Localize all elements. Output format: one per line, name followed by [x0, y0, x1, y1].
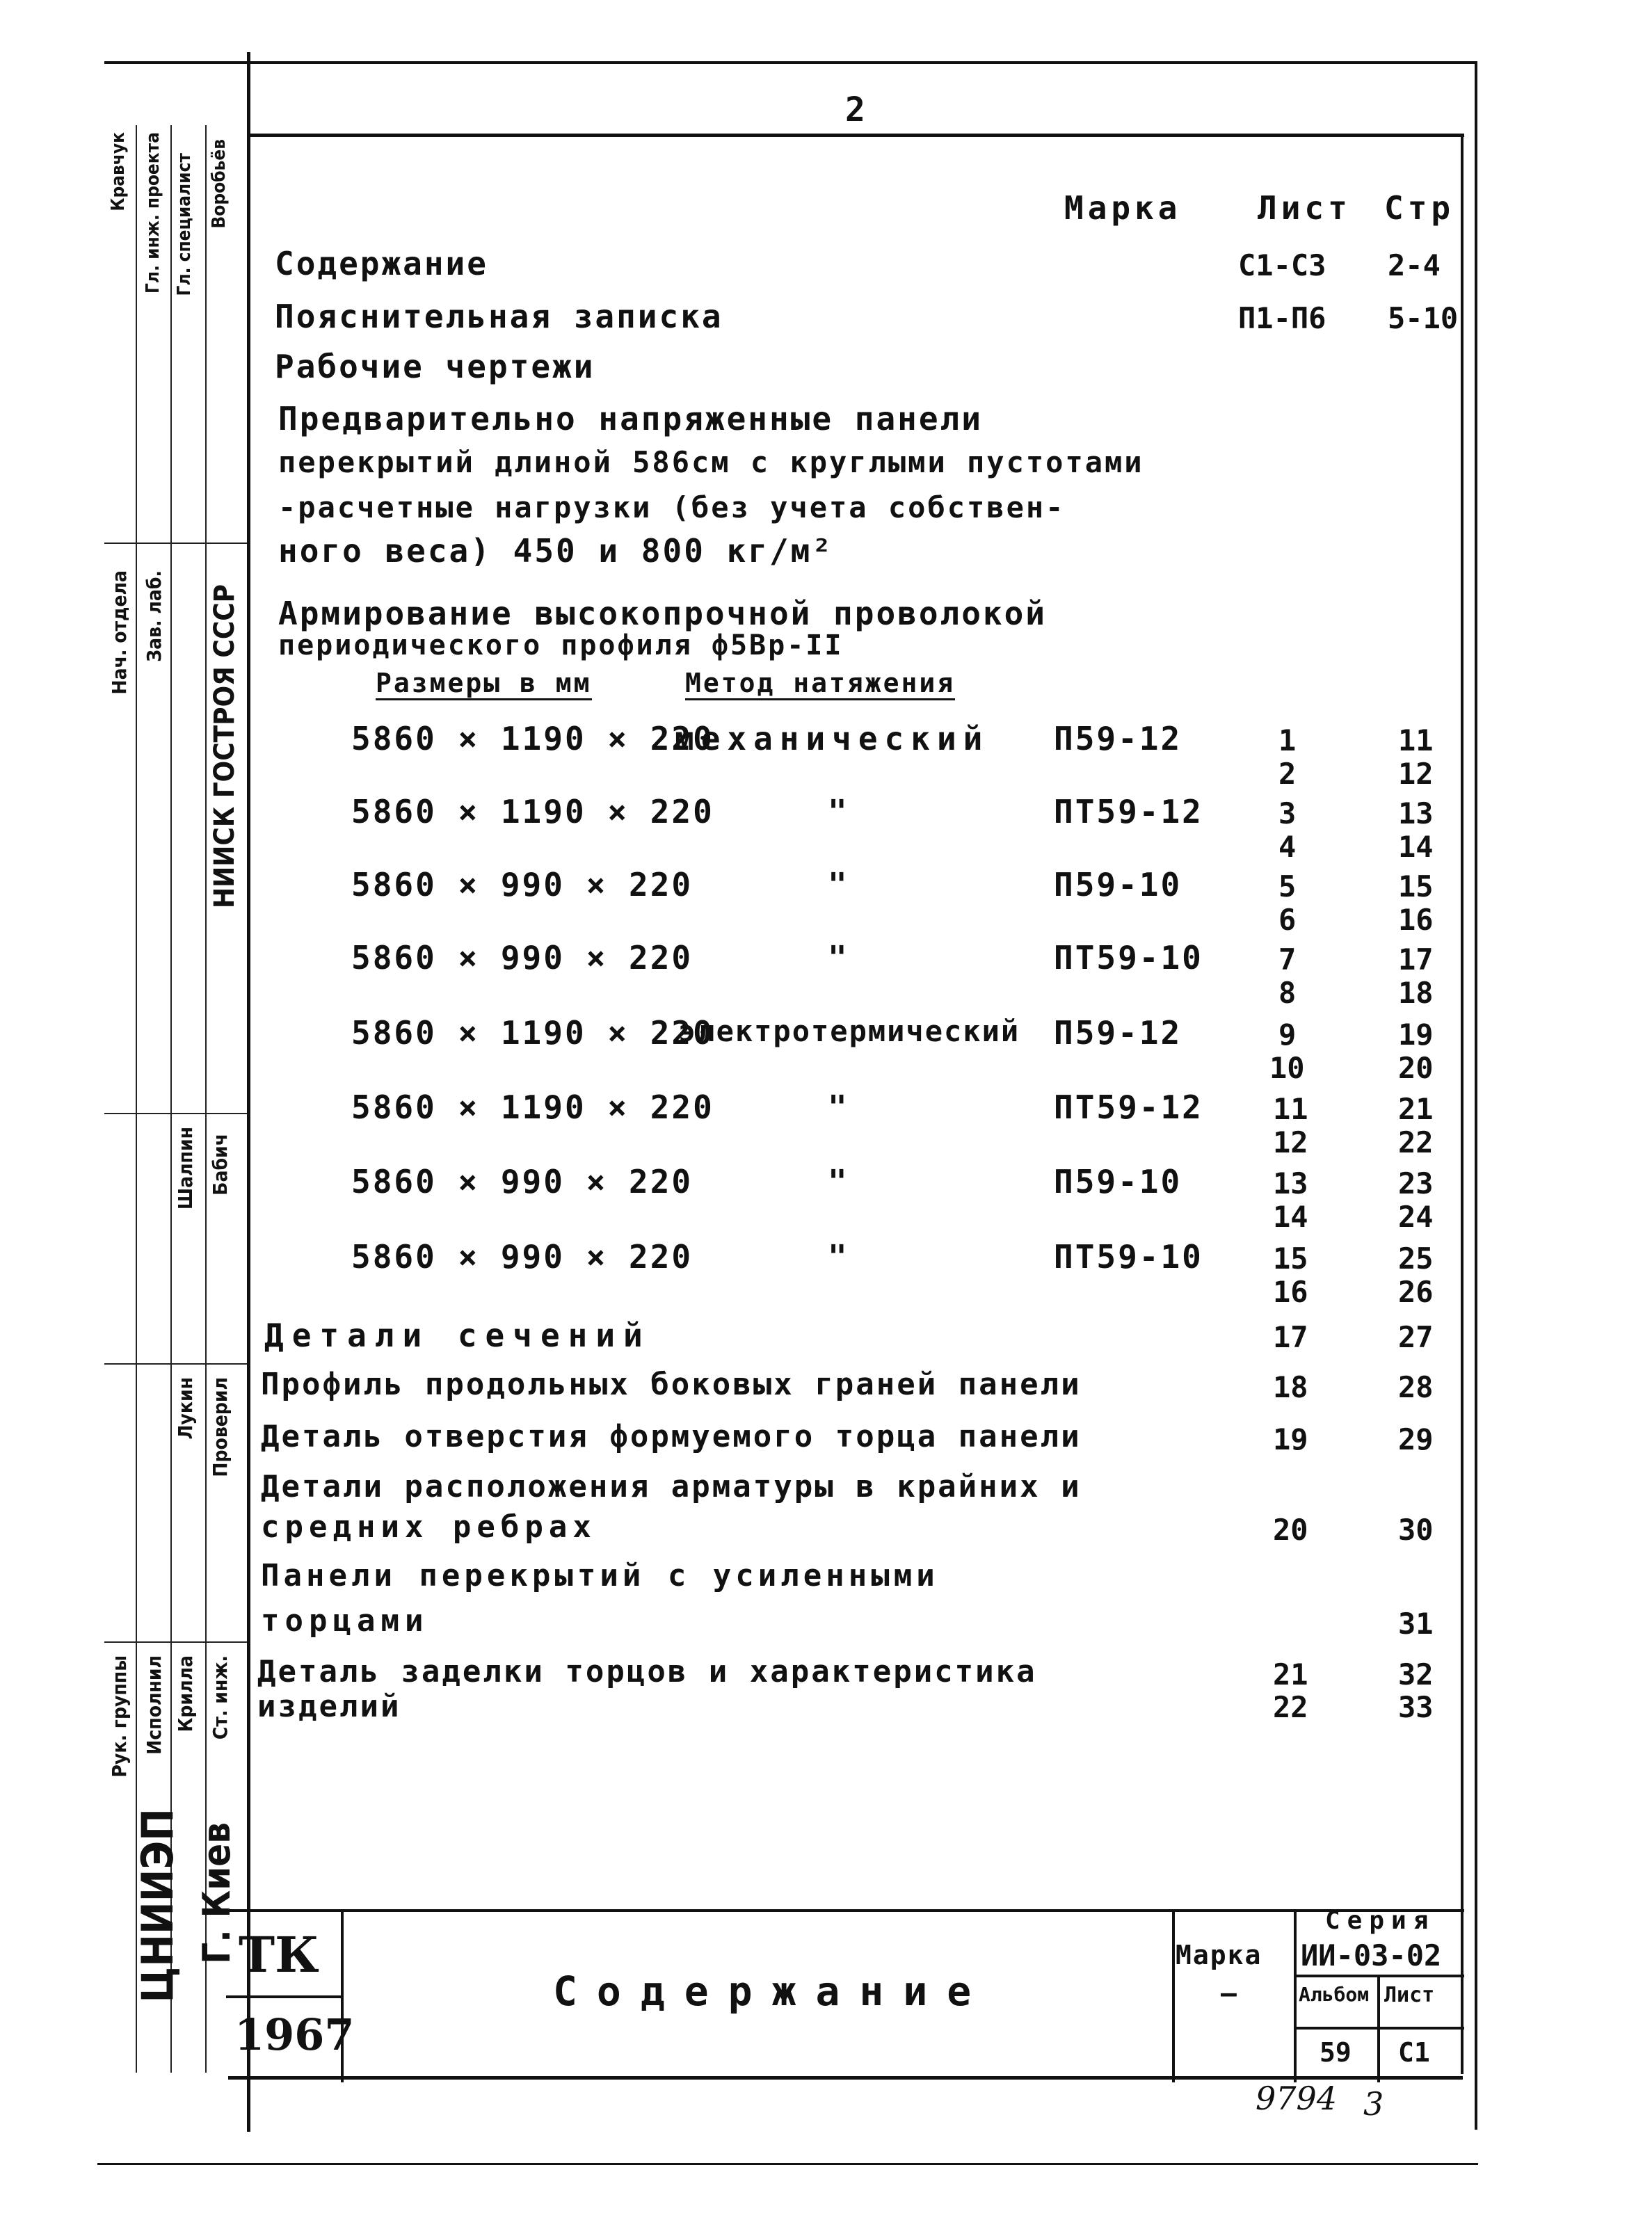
- toc-item-title: средних ребрах: [261, 1509, 597, 1545]
- panel-row-sheet: 12: [1273, 1125, 1308, 1159]
- panel-row-mark: П59-10: [1054, 1163, 1182, 1200]
- panel-row-sheet: 9: [1278, 1018, 1297, 1052]
- panel-row-method: механический: [675, 720, 990, 757]
- toc-item-sheet: 18: [1273, 1370, 1308, 1404]
- title-block: [226, 1906, 1464, 2082]
- table-header-dimensions: Размеры в мм: [376, 668, 592, 700]
- panel-row-dims: 5860 × 1190 × 220: [351, 1088, 714, 1126]
- stamp-marka-value: —: [1221, 1978, 1237, 2009]
- panel-row-page: 14: [1398, 830, 1434, 864]
- toc-item-title: Деталь заделки торцов и характеристика: [257, 1654, 1037, 1689]
- frame-right-line: [1461, 134, 1463, 2074]
- strip-role-5: Проверил: [209, 1377, 232, 1477]
- panel-row-mark: ПТ59-10: [1054, 939, 1203, 977]
- panel-row-sheet: 11: [1273, 1092, 1308, 1126]
- toc-item-sheet: 21: [1273, 1657, 1308, 1691]
- panel-row-mark: П59-12: [1054, 1014, 1182, 1052]
- panel-row-page: 11: [1398, 723, 1434, 757]
- column-header-marka: Марка: [1064, 189, 1182, 227]
- panel-row-sheet: 1: [1278, 723, 1297, 757]
- toc-item-page: 33: [1398, 1690, 1434, 1724]
- toc-item-title: Содержание: [275, 245, 488, 282]
- section-title-line: -расчетные нагрузки (без учета собствен-: [278, 490, 1066, 524]
- toc-item-title: Пояснительная записка: [275, 298, 723, 335]
- strip-name-1: Кравчук: [108, 132, 129, 211]
- table-header-method: Метод натяжения: [685, 668, 955, 700]
- panel-row-sheet: 13: [1273, 1166, 1308, 1200]
- panel-row-sheet: 2: [1278, 757, 1297, 791]
- column-header-list: Лист: [1258, 189, 1352, 227]
- panel-row-sheet: 10: [1269, 1051, 1305, 1085]
- toc-item-page: 29: [1398, 1422, 1434, 1456]
- toc-item-page: 30: [1398, 1513, 1434, 1547]
- strip-role-7: Исполнил: [143, 1655, 166, 1755]
- panel-row-sheet: 6: [1278, 903, 1297, 937]
- toc-item-page: 27: [1398, 1320, 1434, 1354]
- left-title-strip: [104, 125, 247, 2073]
- page-number: 2: [845, 90, 865, 129]
- panel-row-dims: 5860 × 990 × 220: [351, 1163, 693, 1200]
- inventory-number: 9794: [1256, 2080, 1338, 2117]
- panel-row-page: 13: [1398, 796, 1434, 830]
- toc-item-sheet: 22: [1273, 1690, 1308, 1724]
- panel-row-sheet: 15: [1273, 1241, 1308, 1276]
- stamp-marka-label: Марка: [1176, 1940, 1262, 1970]
- frame-left-line: [247, 52, 250, 2132]
- trim-line: [97, 2163, 1478, 2165]
- stamp-series-value: ИИ-03-02: [1301, 1938, 1442, 1972]
- panel-row-sheet: 3: [1278, 796, 1297, 830]
- frame-top-line: [247, 134, 1464, 137]
- strip-role-1: Гл. инж. проекта: [143, 132, 163, 294]
- strip-institute: НИИСК ГОСТРОЯ СССР: [209, 584, 241, 908]
- panel-row-sheet: 14: [1273, 1200, 1308, 1234]
- panel-row-sheet: 4: [1278, 830, 1297, 864]
- stamp-org: ТК: [239, 1926, 319, 1984]
- panel-row-mark: ПТ59-12: [1054, 793, 1203, 830]
- panel-row-page: 15: [1398, 869, 1434, 903]
- strip-name-4: Шалпин: [174, 1127, 197, 1210]
- panel-row-page: 12: [1398, 757, 1434, 791]
- panel-row-method: ": [828, 939, 849, 977]
- toc-item-title: Детали расположения арматуры в крайних и: [261, 1469, 1082, 1504]
- toc-item-title: торцами: [261, 1603, 429, 1639]
- panel-row-page: 25: [1398, 1241, 1434, 1276]
- strip-role-3: Нач. отдела: [108, 570, 131, 695]
- strip-role-6: Рук. группы: [108, 1655, 131, 1778]
- toc-item-title: Рабочие чертежи: [275, 348, 595, 385]
- strip-role-4: Зав. лаб.: [143, 570, 166, 662]
- panel-row-page: 16: [1398, 903, 1434, 937]
- column-header-page: Стр: [1384, 189, 1455, 227]
- panel-row-dims: 5860 × 1190 × 220: [351, 720, 714, 757]
- panel-row-sheet: 8: [1278, 976, 1297, 1010]
- toc-item-page: 5-10: [1388, 301, 1459, 335]
- toc-item-page: 32: [1398, 1657, 1434, 1691]
- panel-row-mark: П59-12: [1054, 720, 1182, 757]
- toc-item-title: Детали сечений: [264, 1317, 651, 1354]
- toc-item-page: 28: [1398, 1370, 1434, 1404]
- section-title-line: ного веса) 450 и 800 кг/м²: [278, 532, 834, 570]
- strip-name-3: Бабич: [209, 1134, 232, 1196]
- toc-item-sheet: 17: [1273, 1320, 1308, 1354]
- stamp-sheet-value: С1: [1398, 2037, 1430, 2068]
- toc-item-title: Профиль продольных боковых граней панели: [261, 1367, 1082, 1402]
- panel-row-page: 22: [1398, 1125, 1434, 1159]
- reinforcement-title-line: Армирование высокопрочной проволокой: [278, 595, 1047, 632]
- toc-item-page: 31: [1398, 1607, 1434, 1641]
- panel-row-page: 20: [1398, 1051, 1434, 1085]
- toc-item-sheet: 20: [1273, 1513, 1308, 1547]
- strip-org: ЦНИИЭП: [132, 1808, 183, 2003]
- toc-item-title: Панели перекрытий с усиленными: [261, 1558, 939, 1593]
- panel-row-page: 19: [1398, 1018, 1434, 1052]
- panel-row-dims: 5860 × 1190 × 220: [351, 793, 714, 830]
- toc-item-sheet: П1-П6: [1238, 301, 1326, 335]
- panel-row-page: 24: [1398, 1200, 1434, 1234]
- stamp-year: 1967: [234, 2009, 355, 2060]
- panel-row-method: ": [828, 1238, 849, 1276]
- stamp-series-label: Серия: [1325, 1906, 1436, 1935]
- panel-row-sheet: 7: [1278, 942, 1297, 977]
- panel-row-mark: П59-10: [1054, 866, 1182, 903]
- strip-name-6: Крилла: [174, 1655, 197, 1733]
- panel-row-page: 26: [1398, 1275, 1434, 1309]
- strip-role-2: Гл. специалист: [174, 153, 195, 296]
- toc-item-title: Деталь отверстия формуемого торца панели: [261, 1419, 1082, 1454]
- strip-name-2: Воробьёв: [209, 139, 230, 229]
- panel-row-page: 17: [1398, 942, 1434, 977]
- toc-item-sheet: 19: [1273, 1422, 1308, 1456]
- panel-row-page: 23: [1398, 1166, 1434, 1200]
- toc-item-page: 2-4: [1388, 248, 1441, 282]
- panel-row-dims: 5860 × 1190 × 220: [351, 1014, 714, 1052]
- panel-row-dims: 5860 × 990 × 220: [351, 866, 693, 903]
- panel-row-mark: ПТ59-12: [1054, 1088, 1203, 1126]
- panel-row-method: ": [828, 1088, 849, 1126]
- panel-row-page: 21: [1398, 1092, 1434, 1126]
- strip-role-8: Ст. инж.: [209, 1655, 232, 1740]
- panel-row-dims: 5860 × 990 × 220: [351, 1238, 693, 1276]
- panel-row-mark: ПТ59-10: [1054, 1238, 1203, 1276]
- toc-item-title: изделий: [257, 1689, 401, 1724]
- panel-row-method: электротермический: [678, 1014, 1020, 1048]
- stamp-album-label: Альбом: [1299, 1983, 1370, 2006]
- copy-number: 3: [1363, 2085, 1384, 2123]
- panel-row-sheet: 16: [1273, 1275, 1308, 1309]
- strip-name-5: Лукин: [174, 1377, 197, 1440]
- toc-item-sheet: С1-С3: [1238, 248, 1326, 282]
- stamp-album-value: 59: [1320, 2037, 1352, 2068]
- panel-row-method: ": [828, 866, 849, 903]
- section-title-line: Предварительно напряженные панели: [278, 400, 983, 437]
- stamp-sheet-label: Лист: [1384, 1983, 1435, 2007]
- section-title-line: перекрытий длиной 586см с круглыми пустотами: [278, 445, 1144, 479]
- panel-row-page: 18: [1398, 976, 1434, 1010]
- panel-row-sheet: 5: [1278, 869, 1297, 903]
- panel-row-method: ": [828, 793, 849, 830]
- reinforcement-title-line: периодического профиля ф5Вр-II: [278, 629, 844, 661]
- panel-row-dims: 5860 × 990 × 220: [351, 939, 693, 977]
- strip-city: Г. Киев: [195, 1822, 239, 1964]
- panel-row-method: ": [828, 1163, 849, 1200]
- stamp-title: Содержание: [553, 1968, 991, 2015]
